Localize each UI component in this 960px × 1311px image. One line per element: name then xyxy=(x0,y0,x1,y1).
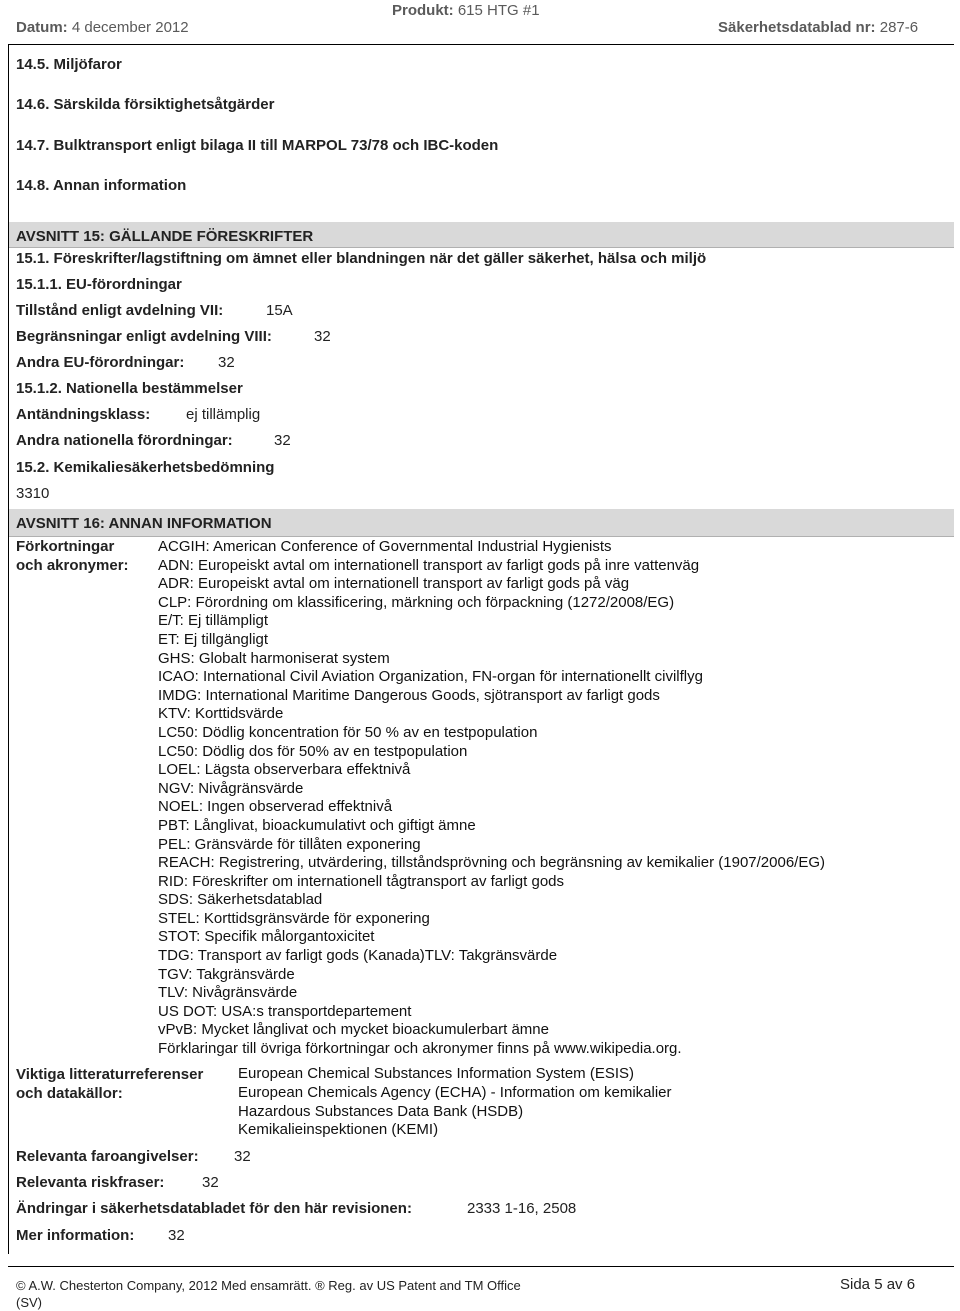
abbreviations-label-line-1: Förkortningar xyxy=(16,538,115,555)
abbreviation-item: SDS: Säkerhetsdatablad xyxy=(158,891,323,909)
footer-language: (SV) xyxy=(16,1295,42,1310)
date-label: Datum: xyxy=(16,19,68,36)
reference-item: Hazardous Substances Data Bank (HSDB) xyxy=(238,1102,524,1120)
section-15-1-2: 15.1.2. Nationella bestämmelser xyxy=(16,380,243,397)
abbreviation-item: KTV: Korttidsvärde xyxy=(158,705,284,723)
abbreviation-item: REACH: Registrering, utvärdering, tillståndsprövning och begränsning av kemikalier (1907/2006/EG) xyxy=(158,854,826,872)
abbreviation-item: ADN: Europeiskt avtal om internationell transport av farligt gods på inre vattenväg xyxy=(158,556,700,574)
tillstand-row xyxy=(16,302,223,319)
abbreviation-item: PEL: Gränsvärde för tillåten exponering xyxy=(158,835,421,853)
antandningsklass-row xyxy=(16,406,150,423)
header-product xyxy=(392,2,540,19)
reference-item: European Chemical Substances Information System (ESIS) xyxy=(238,1065,635,1082)
section-15-1: 15.1. Föreskrifter/lagstiftning om ämnet eller blandningen när det gäller säkerhet, hälsa och miljö xyxy=(16,250,707,267)
abbreviation-item: TGV: Takgränsvärde xyxy=(158,965,295,983)
andra-nationella-value: 32 xyxy=(274,432,291,449)
references-label xyxy=(16,1066,203,1104)
section-15-2-value: 3310 xyxy=(16,485,50,502)
abbreviation-item: PBT: Långlivat, bioackumulativt och giftigt ämne xyxy=(158,816,476,834)
abbreviations-label-line-2: och akronymer: xyxy=(16,556,129,574)
faroangivelser-label: Relevanta faroangivelser: xyxy=(16,1148,199,1165)
references-label-line-1: Viktiga litteraturreferenser xyxy=(16,1066,204,1083)
section-15-1-1: 15.1.1. EU-förordningar xyxy=(16,276,182,293)
abbreviation-item: LC50: Dödlig koncentration för 50 % av en testpopulation xyxy=(158,723,538,741)
abbreviations-label xyxy=(16,538,129,575)
andringar-label: Ändringar i säkerhetsdatabladet för den här revisionen: xyxy=(16,1200,412,1217)
section-15-title: AVSNITT 15: GÄLLANDE FÖRESKRIFTER xyxy=(16,228,314,245)
section-14-5: 14.5. Miljöfaror xyxy=(16,56,122,73)
riskfraser-label: Relevanta riskfraser: xyxy=(16,1174,165,1191)
abbreviation-item: CLP: Förordning om klassificering, märkning och förpackning (1272/2008/EG) xyxy=(158,593,675,611)
references-list xyxy=(238,1065,672,1140)
abbreviation-item: TLV: Nivågränsvärde xyxy=(158,984,298,1002)
begransningar-label: Begränsningar enligt avdelning VIII: xyxy=(16,328,272,345)
tillstand-label: Tillstånd enligt avdelning VII: xyxy=(16,302,224,319)
abbreviation-item: ADR: Europeiskt avtal om internationell transport av farligt gods på väg xyxy=(158,575,630,593)
begransningar-row xyxy=(16,328,272,345)
abbreviation-item: STEL: Korttidsgränsvärde för exponering xyxy=(158,909,430,927)
faroangivelser-value: 32 xyxy=(234,1148,251,1165)
abbreviation-item: NGV: Nivågränsvärde xyxy=(158,779,304,797)
section-16-bar-line xyxy=(9,536,954,537)
section-15-bar-line xyxy=(9,247,954,248)
abbreviation-item: RID: Föreskrifter om internationell tågtransport av farligt gods xyxy=(158,872,565,890)
abbreviation-item: vPvB: Mycket långlivat och mycket bioackumulerbart ämne xyxy=(158,1021,549,1039)
abbreviation-item: US DOT: USA:s transportdepartement xyxy=(158,1002,412,1020)
andra-nationella-row xyxy=(16,432,233,449)
reference-item: European Chemicals Agency (ECHA) - Information om kemikalier xyxy=(238,1083,672,1101)
abbreviation-item: LOEL: Lägsta observerbara effektnivå xyxy=(158,761,411,779)
abbreviation-item: ET: Ej tillgängligt xyxy=(158,630,269,648)
mer-information-label: Mer information: xyxy=(16,1227,135,1244)
abbreviation-item: TDG: Transport av farligt gods (Kanada)TLV: Takgränsvärde xyxy=(158,947,558,965)
begransningar-value: 32 xyxy=(314,328,331,345)
date-value: 4 december 2012 xyxy=(71,19,189,36)
mer-information-value: 32 xyxy=(168,1227,185,1244)
header-rule xyxy=(8,44,954,45)
footer-copyright: © A.W. Chesterton Company, 2012 Med ensamrätt. ® Reg. av US Patent and TM Office xyxy=(16,1278,521,1293)
section-16-title: AVSNITT 16: ANNAN INFORMATION xyxy=(16,515,272,532)
abbreviation-item: STOT: Specifik målorgantoxicitet xyxy=(158,928,375,946)
abbreviation-item: E/T: Ej tillämpligt xyxy=(158,612,269,630)
product-value: 615 HTG #1 xyxy=(457,2,540,19)
sds-value: 287-6 xyxy=(879,19,919,36)
abbreviation-item: ICAO: International Civil Aviation Organization, FN-organ för internationellt civilflyg xyxy=(158,668,703,686)
abbreviation-item: Förklaringar till övriga förkortningar och akronymer finns på www.wikipedia.org. xyxy=(158,1040,682,1058)
sds-label: Säkerhetsdatablad nr: xyxy=(718,19,876,36)
andra-nationella-label: Andra nationella förordningar: xyxy=(16,432,233,449)
andra-eu-label: Andra EU-förordningar: xyxy=(16,354,185,371)
reference-item: Kemikalieinspektionen (KEMI) xyxy=(238,1121,439,1139)
antandningsklass-value: ej tillämplig xyxy=(186,406,261,423)
header-date xyxy=(16,19,189,36)
andra-eu-value: 32 xyxy=(218,354,235,371)
abbreviation-item: NOEL: Ingen observerad effektnivå xyxy=(158,798,393,816)
footer-rule xyxy=(8,1266,954,1267)
abbreviation-item: ACGIH: American Conference of Governmental Industrial Hygienists xyxy=(158,538,612,555)
abbreviation-item: GHS: Globalt harmoniserat system xyxy=(158,649,390,667)
header-sds-number xyxy=(718,19,918,36)
product-label: Produkt: xyxy=(392,2,454,19)
references-label-line-2: och datakällor: xyxy=(16,1084,123,1102)
tillstand-value: 15A xyxy=(266,302,293,319)
section-14-6: 14.6. Särskilda försiktighetsåtgärder xyxy=(16,96,275,113)
riskfraser-value: 32 xyxy=(202,1174,219,1191)
footer-page-number: Sida 5 av 6 xyxy=(840,1276,916,1293)
section-15-2: 15.2. Kemikaliesäkerhetsbedömning xyxy=(16,459,275,476)
section-14-7: 14.7. Bulktransport enligt bilaga II till MARPOL 73/78 och IBC-koden xyxy=(16,137,499,154)
abbreviation-item: LC50: Dödlig dos för 50% av en testpopulation xyxy=(158,742,468,760)
andra-eu-row xyxy=(16,354,184,371)
abbreviations-list xyxy=(158,538,825,1059)
abbreviation-item: IMDG: International Maritime Dangerous Goods, sjötransport av farligt gods xyxy=(158,686,660,704)
andringar-value: 2333 1-16, 2508 xyxy=(467,1200,577,1217)
antandningsklass-label: Antändningsklass: xyxy=(16,406,151,423)
section-14-8: 14.8. Annan information xyxy=(16,177,187,194)
